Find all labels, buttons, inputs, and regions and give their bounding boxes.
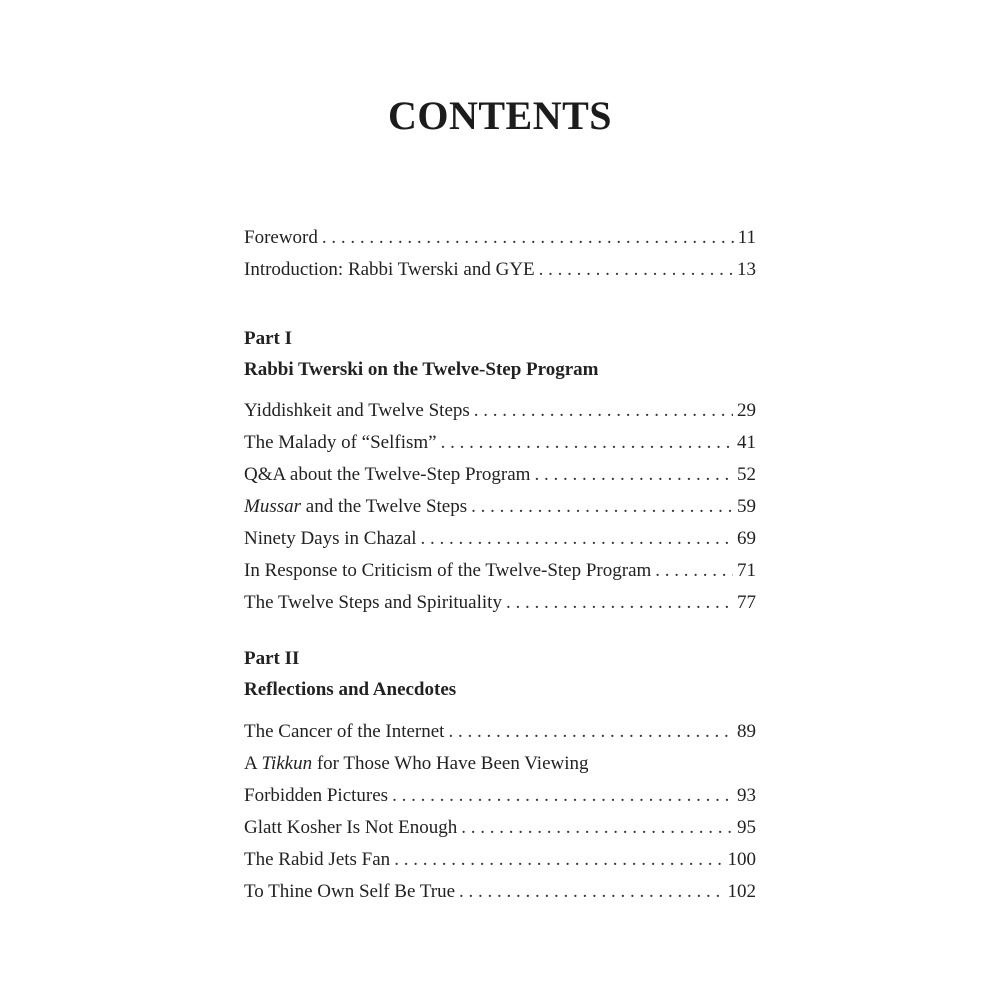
leader-dots (459, 878, 723, 906)
toc-entry-label: Ninety Days in Chazal (244, 528, 417, 549)
part-title: Reflections and Anecdotes (244, 679, 457, 700)
toc-entry[interactable] (244, 493, 756, 521)
toc-entry-first-line[interactable] (244, 750, 589, 778)
toc-entry-page: 59 (737, 496, 756, 517)
toc-entry-page: 95 (737, 817, 756, 838)
label-pre: A (244, 753, 262, 774)
leader-dots (441, 429, 733, 457)
toc-entry-label: To Thine Own Self Be True (244, 881, 456, 902)
toc-entry-page: 77 (737, 592, 756, 613)
toc-entry-page: 13 (737, 259, 756, 280)
leader-dots (534, 461, 733, 489)
toc-entry-introduction[interactable] (244, 256, 756, 284)
toc-entry-label: Yiddishkeit and Twelve Steps (244, 400, 470, 421)
leader-dots (421, 525, 733, 553)
part-label: Part II (244, 648, 300, 669)
toc-entry-page: 69 (737, 528, 756, 549)
leader-dots (322, 224, 734, 252)
part-title: Rabbi Twerski on the Twelve-Step Program (244, 359, 599, 380)
toc-entry-label: Glatt Kosher Is Not Enough (244, 817, 458, 838)
toc-entry[interactable] (244, 525, 756, 553)
leader-dots (471, 493, 733, 521)
leader-dots (539, 256, 733, 284)
toc-entry[interactable] (244, 397, 756, 425)
toc-entry-page: 71 (737, 560, 756, 581)
toc-entry-page: 100 (727, 849, 756, 870)
leader-dots (461, 814, 733, 842)
toc-entry-label: Q&A about the Twelve-Step Program (244, 464, 531, 485)
toc-entry-label: In Response to Criticism of the Twelve-Step Program (244, 560, 652, 581)
toc-entry-label: The Cancer of the Internet (244, 721, 445, 742)
toc-entry-label: Introduction: Rabbi Twerski and GYE (244, 259, 535, 280)
toc-entry-page: 89 (737, 721, 756, 742)
toc-entry[interactable] (244, 782, 756, 810)
leader-dots (506, 589, 733, 617)
leader-dots (474, 397, 733, 425)
toc-entry-page: 29 (737, 400, 756, 421)
toc-entry[interactable] (244, 461, 756, 489)
toc-entry[interactable] (244, 589, 756, 617)
leader-dots (655, 557, 733, 585)
toc-entry-foreword[interactable] (244, 224, 756, 252)
label-rest: and the Twelve Steps (301, 496, 468, 517)
toc-entry[interactable] (244, 557, 756, 585)
toc-entry-page: 102 (727, 881, 756, 902)
leader-dots (392, 782, 733, 810)
part-label: Part I (244, 328, 293, 349)
leader-dots (448, 718, 733, 746)
page-title: CONTENTS (387, 93, 613, 138)
italic-term: Mussar (244, 496, 302, 517)
toc-entry[interactable] (244, 718, 756, 746)
toc-entry-page: 41 (737, 432, 756, 453)
toc-entry-label: The Twelve Steps and Spirituality (244, 592, 502, 613)
toc-entry-label: The Malady of “Selfism” (244, 432, 437, 453)
toc-entry[interactable] (244, 846, 756, 874)
toc-entry-page: 11 (737, 227, 756, 248)
label-post: for Those Who Have Been Viewing (312, 753, 589, 774)
leader-dots (394, 846, 723, 874)
toc-entry-label (244, 493, 467, 521)
toc-entry[interactable] (244, 878, 756, 906)
toc-entry-label: Foreword (244, 227, 318, 248)
toc-entry-label: Forbidden Pictures (244, 785, 389, 806)
toc-entry[interactable] (244, 429, 756, 457)
italic-term: Tikkun (261, 753, 313, 774)
toc-entry-page: 93 (737, 785, 756, 806)
toc-entry[interactable] (244, 814, 756, 842)
toc-entry-page: 52 (737, 464, 756, 485)
toc-entry-label: The Rabid Jets Fan (244, 849, 391, 870)
